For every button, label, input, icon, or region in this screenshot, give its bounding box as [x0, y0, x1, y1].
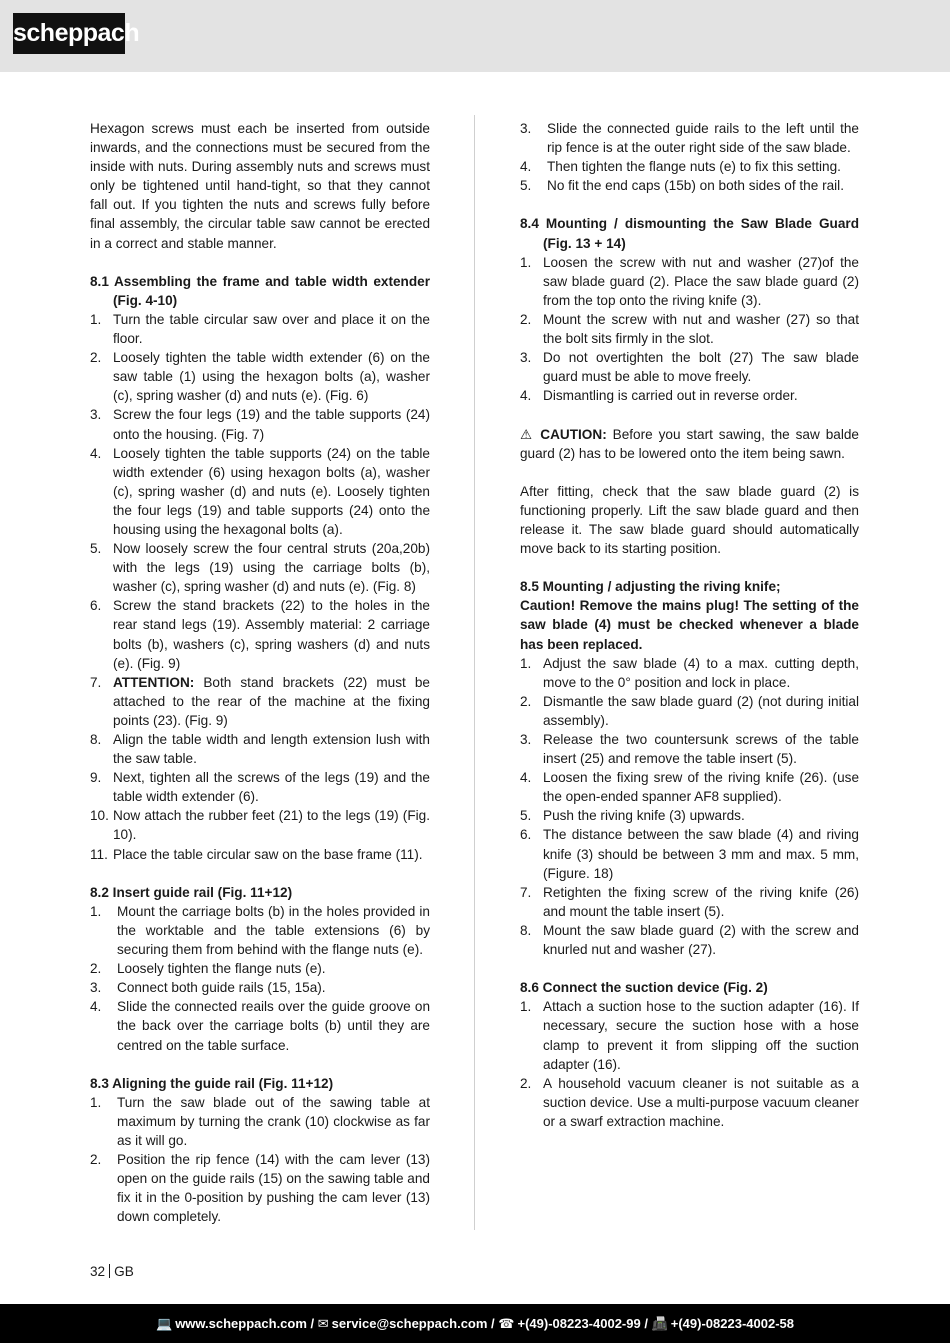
step-number: 5.	[90, 541, 102, 557]
list-item	[520, 348, 859, 386]
list-item	[520, 806, 859, 825]
list-item	[90, 539, 430, 596]
step-number: 9.	[90, 770, 102, 786]
footer-web[interactable]: www.scheppach.com /	[175, 1316, 315, 1331]
list-item	[520, 997, 859, 1073]
list-item	[520, 921, 859, 959]
step-text: Retighten the fixing screw of the riving knife (26) and mount the table insert (5).	[543, 884, 859, 919]
footer-mail[interactable]: service@scheppach.com /	[331, 1316, 495, 1331]
caution-text: Before you start sawing, the saw balde guard (2) has to be lowered onto the item being sawn.	[520, 426, 859, 461]
list-item	[90, 596, 430, 672]
step-emphasis: ATTENTION:	[113, 674, 195, 690]
step-text: Do not overtighten the bolt (27) The saw blade guard must be able to move freely.	[543, 350, 859, 385]
step-number: 2.	[90, 350, 102, 366]
step-text: Loosen the fixing srew of the riving knife (26). (use the open-ended spanner AF8 supplied).	[543, 770, 859, 805]
step-text: Turn the table circular saw over and place it on the floor.	[113, 311, 430, 347]
brand-logo: scheppach	[13, 13, 125, 54]
section-8-4-steps	[520, 253, 859, 406]
section-8-4-heading: 8.4 Mounting / dismounting the Saw Blade Guard (Fig. 13 + 14)	[520, 216, 859, 251]
step-text: Loosen the screw with nut and washer (27)of the saw blade guard (2). Place the saw blade guard (2) from the top onto the riving knife (3).	[543, 254, 859, 308]
mail-icon: ✉	[317, 1316, 329, 1331]
list-item	[520, 768, 859, 806]
step-text: Loosely tighten the flange nuts (e).	[117, 961, 326, 977]
list-item	[90, 845, 430, 864]
step-number: 3.	[90, 980, 102, 996]
section-8-5-steps	[520, 654, 859, 960]
list-item	[520, 253, 859, 310]
step-number: 4.	[90, 445, 102, 461]
page-number-value: 32	[90, 1264, 106, 1279]
step-number: 1.	[520, 655, 532, 671]
step-text: A household vacuum cleaner is not suitable as a suction device. Use a multi-purpose vacuum cleaner or a swarf extraction machine.	[543, 1075, 859, 1129]
section-8-5-heading: 8.5 Mounting / adjusting the riving knife;	[520, 579, 781, 595]
step-text: Attach a suction hose to the suction adapter (16). If necessary, secure the suction hose with a hose clamp to prevent it from slipping off the suction adapter (16).	[543, 999, 859, 1072]
page-language: GB	[114, 1264, 134, 1279]
step-text: Dismantling is carried out in reverse order.	[543, 388, 798, 404]
list-item	[90, 902, 430, 959]
step-number: 1.	[90, 311, 102, 327]
section-8-2-steps	[90, 902, 430, 1055]
step-number: 4.	[520, 388, 532, 404]
step-number: 3.	[520, 121, 532, 136]
step-number: 8.	[520, 922, 532, 938]
list-item	[90, 768, 430, 806]
step-text: Loosely tighten the table supports (24) on the table width extender (6) using hexagon bolts (a), washer (c), spring washer (d) and nuts (e). Loosely tighten the four legs (19) and table supports (24) onto the housing using the hexagonal bolts (a).	[113, 445, 430, 537]
section-8-1-heading: 8.1 Assembling the frame and table width extender (Fig. 4-10)	[90, 273, 430, 308]
step-text: Screw the four legs (19) and the table supports (24) onto the housing. (Fig. 7)	[113, 407, 430, 442]
step-text: Align the table width and length extension lush with the saw table.	[113, 732, 430, 767]
column-divider	[474, 115, 475, 1230]
step-text: No fit the end caps (15b) on both sides of the rail.	[547, 178, 844, 194]
footer-fax: +(49)-08223-4002-58	[670, 1316, 794, 1331]
step-number: 3.	[90, 407, 102, 423]
step-number: 7.	[90, 674, 102, 690]
step-text: Release the two countersunk screws of the table insert (25) and remove the table insert (5).	[543, 732, 859, 767]
step-text: Slide the connected guide rails to the left until the rip fence is at the outer right side of the saw blade.	[547, 121, 859, 156]
step-number: 5.	[520, 178, 532, 194]
section-8-3-steps	[90, 1093, 430, 1227]
footer-phone: +(49)-08223-4002-99 /	[517, 1316, 648, 1331]
step-number: 4.	[520, 159, 532, 175]
step-number: 8.	[90, 732, 102, 747]
step-number: 2.	[520, 311, 532, 327]
step-number: 2.	[520, 693, 532, 709]
step-text: Mount the carriage bolts (b) in the holes provided in the worktable and the table extensions (6) by securing them from behind with the flange nuts (e).	[117, 903, 430, 958]
step-text: Dismantle the saw blade guard (2) (not during initial assembly).	[543, 693, 859, 728]
list-item	[90, 959, 430, 978]
section-8-1-steps	[90, 310, 430, 864]
step-number: 6.	[520, 827, 532, 843]
step-number: 3.	[520, 350, 532, 366]
list-item	[90, 444, 430, 539]
step-text: Connect both guide rails (15, 15a).	[117, 980, 326, 996]
step-number: 6.	[90, 598, 102, 614]
list-item	[90, 405, 430, 443]
step-text: The distance between the saw blade (4) and riving knife (3) should be between 3 mm and max. 5 mm, (Figure. 18)	[543, 827, 859, 881]
step-number: 1.	[90, 903, 102, 919]
step-text: Push the riving knife (3) upwards.	[543, 808, 745, 824]
list-item	[90, 348, 430, 405]
step-number: 3.	[520, 732, 532, 747]
step-number: 10.	[90, 808, 109, 824]
step-text: Adjust the saw blade (4) to a max. cutting depth, move to the 0° position and lock in place.	[543, 655, 859, 690]
list-item	[520, 386, 859, 405]
page-number	[90, 1264, 134, 1279]
step-number: 11.	[90, 846, 108, 862]
step-number: 4.	[90, 999, 102, 1015]
warning-triangle-icon: ⚠	[520, 426, 535, 442]
step-text: Screw the stand brackets (22) to the holes in the rear stand legs (19). Assembly material: 2 carriage bolts (b), washers (c), spring washers (d) and nuts (e). (Fig. 9)	[113, 598, 430, 671]
page-header	[0, 0, 950, 72]
left-column	[90, 119, 430, 1226]
contact-footer	[0, 1304, 950, 1343]
caution-label: CAUTION:	[540, 426, 607, 442]
phone-icon: ☎	[498, 1316, 515, 1331]
list-item	[520, 692, 859, 730]
list-item	[520, 825, 859, 882]
list-item	[90, 978, 430, 997]
list-item	[520, 883, 859, 921]
step-text: Position the rip fence (14) with the cam lever (13) open on the guide rails (15) on the sawing table and fix it in the 0-position by pushing the cam lever (13) down completely.	[117, 1152, 430, 1225]
step-text: Mount the saw blade guard (2) with the screw and knurled nut and washer (27).	[543, 922, 859, 958]
step-number: 1.	[90, 1094, 102, 1110]
step-number: 7.	[520, 884, 532, 900]
step-number: 4.	[520, 770, 532, 786]
section-8-2-heading: 8.2 Insert guide rail (Fig. 11+12)	[90, 884, 293, 900]
list-item	[90, 673, 430, 730]
step-number: 2.	[520, 1075, 532, 1091]
step-text: Now attach the rubber feet (21) to the legs (19) (Fig. 10).	[113, 808, 430, 843]
list-item	[520, 157, 859, 176]
list-item	[90, 310, 430, 348]
intro-paragraph: Hexagon screws must each be inserted from outside inwards, and the connections must be secured from the inside with nuts. During assembly nuts and screws must only be tightened until hand-tight, so that they cannot fall out. If you tighten the nuts and screws fully before final assembly, the circular table saw cannot be erected in a correct and stable manner.	[90, 121, 430, 251]
step-number: 1.	[520, 999, 532, 1015]
list-item	[520, 310, 859, 348]
list-item	[520, 119, 859, 157]
step-text: Slide the connected reails over the guide groove on the back over the carriage bolts (b) until they are centred on the table surface.	[117, 999, 430, 1053]
step-text: Loosely tighten the table width extender (6) on the saw table (1) using the hexagon bolts (a), washer (c), spring washer (d) and nuts (e). (Fig. 6)	[113, 350, 430, 404]
list-item	[520, 1074, 859, 1131]
list-item	[90, 997, 430, 1054]
step-number: 5.	[520, 808, 532, 824]
caution-paragraph	[520, 425, 859, 463]
section-8-3-heading: 8.3 Aligning the guide rail (Fig. 11+12)	[90, 1075, 334, 1091]
step-text: Next, tighten all the screws of the legs (19) and the table width extender (6).	[113, 770, 430, 805]
after-fitting-paragraph: After fitting, check that the saw blade guard (2) is functioning properly. Lift the saw blade guard and then release it. The saw blade guard should automatically move back to its starting position.	[520, 483, 859, 557]
list-item	[90, 1093, 430, 1150]
step-number: 1.	[520, 254, 532, 270]
step-text: Turn the saw blade out of the sawing table at maximum by turning the crank (10) clockwise as far as it will go.	[117, 1094, 430, 1148]
step-text: Then tighten the flange nuts (e) to fix this setting.	[547, 159, 841, 175]
step-text: Place the table circular saw on the base frame (11).	[113, 846, 423, 862]
list-item	[520, 176, 859, 195]
step-number: 2.	[90, 961, 102, 977]
fax-icon: 📠	[651, 1316, 668, 1331]
section-8-6-steps	[520, 997, 859, 1131]
list-item	[90, 730, 430, 768]
list-item	[90, 1150, 430, 1226]
step-text: Both stand brackets (22) must be attached to the rear of the machine at the fixing points (23). (Fig. 9)	[113, 674, 430, 728]
right-column	[520, 119, 859, 1131]
list-item	[520, 730, 859, 768]
computer-icon: 💻	[156, 1316, 173, 1331]
section-8-5-warning: Caution! Remove the mains plug! The setting of the saw blade (4) must be checked whenever a blade has been replaced.	[520, 598, 859, 652]
section-8-3-steps-continued	[520, 119, 859, 195]
list-item	[90, 806, 430, 844]
list-item	[520, 654, 859, 692]
step-text: Mount the screw with nut and washer (27) so that the bolt sits firmly in the slot.	[543, 311, 859, 347]
page-number-separator	[109, 1264, 110, 1278]
section-8-6-heading: 8.6 Connect the suction device (Fig. 2)	[520, 980, 768, 996]
step-number: 2.	[90, 1152, 102, 1168]
step-text: Now loosely screw the four central struts (20a,20b) with the legs (19) using the carriage bolts (b), washer (c), spring washer (d) and nuts (e). (Fig. 8)	[113, 541, 430, 595]
